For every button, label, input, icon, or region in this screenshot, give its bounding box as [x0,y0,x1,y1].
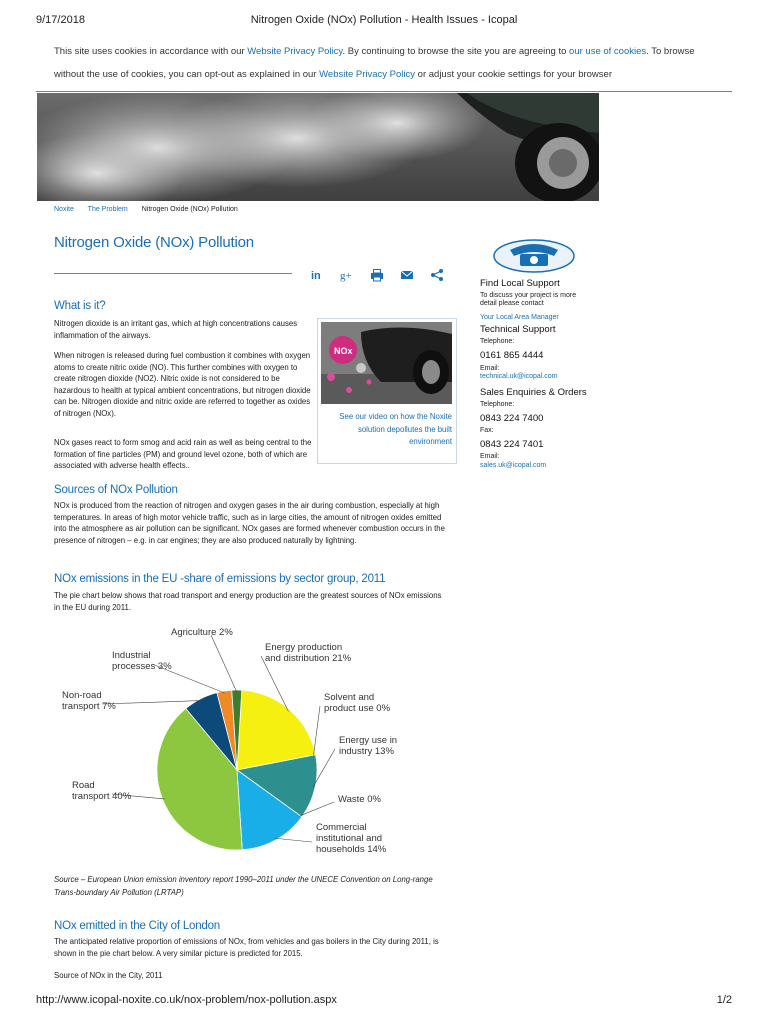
svg-text:in: in [311,270,321,282]
print-page-number: 1/2 [716,994,732,1006]
pie-slice-label: Agriculture 2% [171,627,233,638]
fax-label: Fax: [480,427,494,434]
sources-heading: Sources of NOx Pollution [54,484,178,496]
eu-nox-pie-chart [54,620,434,865]
telephone-label-2: Telephone: [480,401,515,408]
print-footer [36,994,732,1010]
email-icon[interactable] [400,268,414,282]
video-card[interactable] [317,318,457,464]
phone-icon [490,236,578,274]
hero-image [37,93,599,201]
print-icon[interactable] [370,268,384,282]
nox-badge-text: NOx [334,346,353,356]
pie-leader-line [102,701,201,704]
use-of-cookies-link[interactable]: our use of cookies [569,46,647,57]
sales-title: Sales Enquiries & Orders [480,387,587,398]
video-caption[interactable]: See our video on how the Noxite solution depollutes the built environment [339,412,452,446]
technical-email-link[interactable]: technical.uk@icopal.com [480,373,558,380]
breadcrumb-problem[interactable]: The Problem [87,206,128,213]
eu-heading: NOx emissions in the EU -share of emissions by sector group, 2011 [54,573,386,585]
share-icon[interactable] [430,268,444,282]
eu-paragraph: The pie chart below shows that road transport and energy production are the greatest sources of NOx emissions in the EU during 2011. [54,591,442,612]
sales-fax: 0843 224 7401 [480,439,544,450]
pie-slice-label: Energy use in industry 13% [339,735,398,757]
london-source-label: Source of NOx in the City, 2011 [54,971,163,980]
what-paragraph-3: NOx gases react to form smog and acid rain as well as being central to the formation of fine particles (PM) and ground level ozone, both of which are associated with adverse health effects.. [54,438,312,471]
what-paragraph-1: Nitrogen dioxide is an irritant gas, which at high concentrations causes inflammation of the airways. [54,319,298,340]
email-label: Email: [480,365,500,372]
privacy-policy-link[interactable]: Website Privacy Policy [247,46,343,57]
pie-slice-label: Non-road transport 7% [62,690,116,712]
video-thumbnail[interactable] [321,322,452,404]
pie-slice-label: Road transport 40% [72,780,132,802]
pie-leader-line [275,838,312,842]
pie-slice-label: Energy production and distribution 21% [265,642,352,664]
pie-leader-line [211,635,237,692]
technical-support-title: Technical Support [480,324,556,335]
cookie-text: or adjust your cookie settings for your browser [415,69,612,80]
cookie-text: . To browse [646,46,695,57]
breadcrumb-home[interactable]: Noxite [54,206,74,213]
london-paragraph: The anticipated relative proportion of emissions of NOx, from vehicles and gas boilers in the City during 2011, is shown in the pie chart below. A very similar picture is predicted for 2015. [54,937,439,958]
sales-email-link[interactable]: sales.uk@icopal.com [480,462,547,469]
technical-phone[interactable]: 0161 865 4444 [480,350,544,361]
pie-slice-label: Waste 0% [338,794,381,805]
cookie-divider [36,91,732,92]
google-plus-icon[interactable] [340,268,354,282]
area-manager-link[interactable]: Your Local Area Manager [480,314,559,321]
cookie-text: without the use of cookies, you can opt-out as explained in our [54,69,320,80]
support-subtitle: To discuss your project is more detail please contact [480,292,577,307]
breadcrumb [54,206,250,213]
sales-phone[interactable]: 0843 224 7400 [480,413,544,424]
sources-paragraph: NOx is produced from the reaction of nitrogen and oxygen gases in the air during combustion, especially at high temperatures. In areas of high motor vehicle traffic, such as in large cities, the amount of nitrogen oxides emitted into the atmosphere as air pollution can be significant. NOx gases are formed whenever combustion occurs in the presence of nitrogen – e.g. in car engines; they are also produced naturally by lightning. [54,501,445,545]
breadcrumb-current: Nitrogen Oxide (NOx) Pollution [141,206,238,213]
svg-text:g+: g+ [340,270,352,282]
page-title: Nitrogen Oxide (NOx) Pollution [54,234,254,251]
london-heading: NOx emitted in the City of London [54,920,220,932]
cookie-text: . By continuing to browse the site you are agreeing to [342,46,570,57]
pie-leader-line [314,706,320,755]
support-sidebar [480,236,600,469]
print-header [36,14,732,30]
what-is-it-heading: What is it? [54,300,106,312]
what-paragraph-2: When nitrogen is released during fuel combustion it combines with oxygen atoms to create nitric oxide (NO). This further combines with oxygen to create nitrogen dioxide (NO2). Nitric oxide is not considered to be hazardous to health at typical ambient concentrations, but nitrogen dioxide can be. Nitrogen dioxide and nitric oxide are referred to together as oxides of nitrogen (NOx). [54,351,311,418]
pie-slice-label: Solvent and product use 0% [324,692,391,714]
print-date: 9/17/2018 [36,14,85,26]
telephone-label: Telephone: [480,338,515,345]
source-note: Source – European Union emission inventory report 1990–2011 under the UNECE Convention on Long-range Trans-boundary Air Pollution (LRTAP) [54,875,433,897]
email-label-2: Email: [480,453,500,460]
exhaust-smoke-illustration [37,93,599,201]
cookie-text: This site uses cookies in accordance with our [54,46,248,57]
pie-slice-label: Industrial processes 3% [112,650,172,672]
print-url: http://www.icopal-noxite.co.uk/nox-problem/nox-pollution.aspx [36,994,337,1006]
linkedin-icon[interactable] [310,268,324,282]
print-title: Nitrogen Oxide (NOx) Pollution - Health Issues - Icopal [250,14,518,26]
find-support-title: Find Local Support [480,278,560,289]
pie-slice-label: Commercial institutional and households 14% [316,822,387,855]
privacy-policy-link-2[interactable]: Website Privacy Policy [319,69,416,80]
title-divider [54,273,292,274]
cookie-notice [54,40,734,86]
